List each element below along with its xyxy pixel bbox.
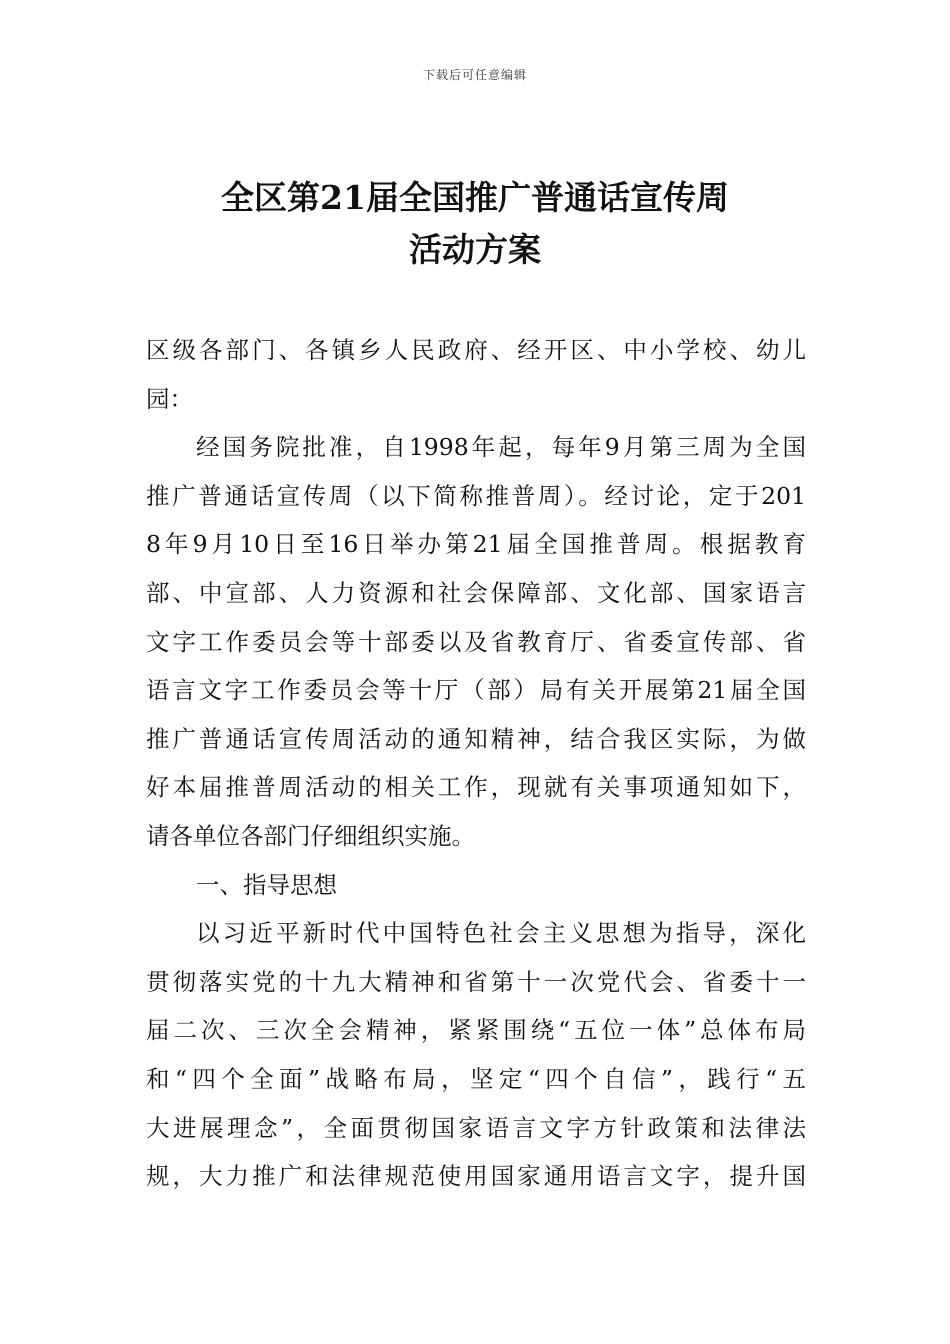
paragraph-line: 推广普通话宣传周（以下简称推普周）。经讨论，定于201 [146, 481, 806, 510]
document-body [146, 326, 806, 1201]
paragraph-line: 文字工作委员会等十部委以及省教育厅、省委宣传部、省 [146, 627, 806, 656]
header-note: 下载后可任意编辑 [422, 68, 527, 82]
paragraph-line: 经国务院批准，自1998年起，每年9月第三周为全国 [196, 433, 806, 462]
paragraph-line: 大进展理念”，全面贯彻国家语言文字方针政策和法律法 [146, 1113, 806, 1142]
paragraph-line: 以习近平新时代中国特色社会主义思想为指导，深化 [196, 919, 806, 948]
paragraph-line: 推广普通话宣传周活动的通知精神，结合我区实际，为做 [146, 724, 806, 753]
paragraph-line: 和“四个全面”战略布局，坚定“四个自信”，践行“五 [146, 1064, 806, 1093]
title-line-1: 全区第21届全国推广普通话宣传周 [221, 178, 729, 217]
paragraph-line: 8年9月10日至16日举办第21届全国推普周。根据教育 [146, 530, 806, 559]
addressee-line: 区级各部门、各镇乡人民政府、经开区、中小学校、幼儿 [146, 336, 806, 364]
paragraph-line: 请各单位各部门仔细组织实施。 [146, 821, 475, 850]
paragraph-line: 部、中宣部、人力资源和社会保障部、文化部、国家语言 [146, 578, 806, 607]
title-line-2: 活动方案 [409, 230, 541, 269]
paragraph-line: 好本届推普周活动的相关工作，现就有关事项通知如下， [146, 773, 806, 802]
paragraph-line: 语言文字工作委员会等十厅（部）局有关开展第21届全国 [146, 676, 806, 705]
paragraph-line: 规，大力推广和法律规范使用国家通用语言文字，提升国 [146, 1162, 806, 1191]
paragraph-line: 届二次、三次全会精神，紧紧围绕“五位一体”总体布局 [146, 1016, 806, 1045]
paragraph-line: 贯彻落实党的十九大精神和省第十一次党代会、省委十一 [146, 967, 806, 996]
section-heading: 一、指导思想 [196, 870, 337, 899]
document-title [0, 172, 950, 276]
addressee-line: 园： [146, 384, 193, 413]
